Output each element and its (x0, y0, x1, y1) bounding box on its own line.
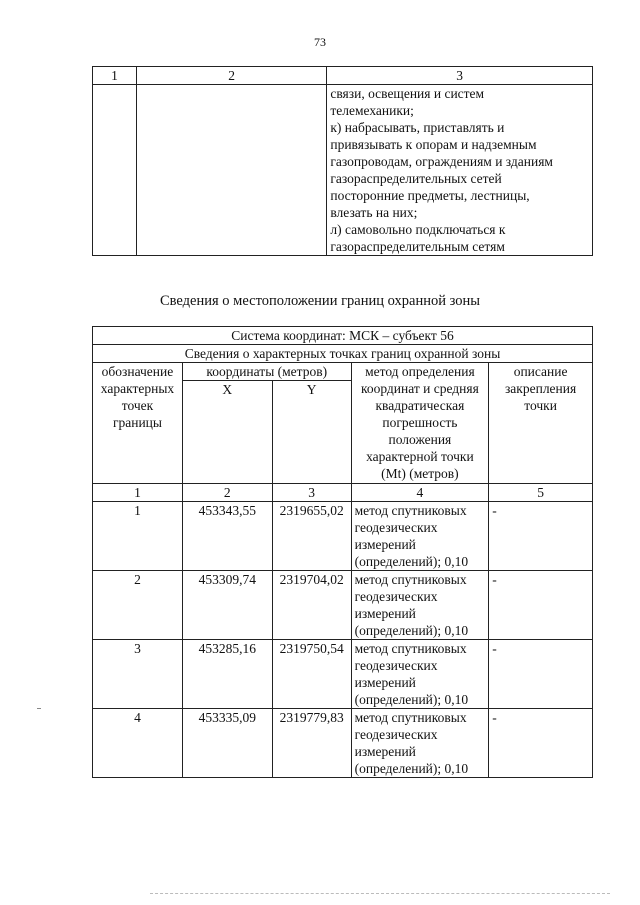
text-line: привязывать к опорам и надземным (330, 137, 537, 152)
method-cell: метод спутниковых геодезических измерений (определений); 0,10 (351, 571, 489, 640)
point-header: обозначение характерных точек границы (93, 363, 183, 484)
continuation-body-row (93, 85, 593, 256)
header-cell-1: 1 (93, 67, 137, 85)
text-line: связи, освещения и систем (330, 86, 485, 101)
coordinates-table (92, 326, 593, 778)
x-coordinate: 453343,55 (182, 502, 272, 571)
column-number: 4 (351, 484, 489, 502)
x-coordinate: 453335,09 (182, 709, 272, 778)
text-line: газораспределительным сетям (330, 239, 505, 254)
table-subtitle-row (93, 345, 593, 363)
coordinate-system-row (93, 327, 593, 345)
method-header: метод определения координат и средняя квадратическая погрешность положения характерной точки (Mt) (метров) (351, 363, 489, 484)
continuation-header-row (93, 67, 593, 85)
y-coordinate: 2319655,02 (272, 502, 351, 571)
text-line: л) самовольно подключаться к (330, 222, 506, 237)
point-number: 2 (93, 571, 183, 640)
column-numbers-row (93, 484, 593, 502)
table-row (93, 502, 593, 571)
table-row (93, 709, 593, 778)
method-cell: метод спутниковых геодезических измерений (определений); 0,10 (351, 709, 489, 778)
page-number: 73 (314, 35, 326, 49)
text-line: газопроводам, ограждениям и зданиям (330, 154, 553, 169)
text-line: к) набрасывать, приставлять и (330, 120, 505, 135)
continuation-table (92, 66, 593, 256)
table-row (93, 571, 593, 640)
section-title: Сведения о местоположении границ охранной зоны (159, 293, 480, 309)
column-number: 1 (93, 484, 183, 502)
description-cell: - (489, 571, 593, 640)
y-coordinate: 2319704,02 (272, 571, 351, 640)
scan-artifact (37, 708, 41, 709)
scan-bottom-edge (150, 893, 610, 894)
empty-cell-1 (93, 85, 137, 256)
x-header: X (182, 381, 272, 484)
method-cell: метод спутниковых геодезических измерений (определений); 0,10 (351, 502, 489, 571)
description-header: описание закрепления точки (489, 363, 593, 484)
table-subtitle-cell: Сведения о характерных точках границ охранной зоны (93, 345, 593, 363)
description-cell: - (489, 640, 593, 709)
y-coordinate: 2319750,54 (272, 640, 351, 709)
table-row (93, 640, 593, 709)
method-cell: метод спутниковых геодезических измерений (определений); 0,10 (351, 640, 489, 709)
text-line: газораспределительных сетей (330, 171, 502, 186)
column-number: 2 (182, 484, 272, 502)
point-number: 4 (93, 709, 183, 778)
text-line: телемеханики; (330, 103, 414, 118)
restrictions-text-cell (327, 85, 593, 256)
coordinate-system-cell: Система координат: МСК – субъект 56 (93, 327, 593, 345)
description-cell: - (489, 502, 593, 571)
text-line: посторонние предметы, лестницы, (330, 188, 530, 203)
header-cell-3: 3 (327, 67, 593, 85)
description-cell: - (489, 709, 593, 778)
coordinates-header: координаты (метров) (182, 363, 351, 381)
y-header: Y (272, 381, 351, 484)
header-row (93, 363, 593, 381)
empty-cell-2 (136, 85, 326, 256)
point-number: 1 (93, 502, 183, 571)
column-number: 5 (489, 484, 593, 502)
x-coordinate: 453285,16 (182, 640, 272, 709)
y-coordinate: 2319779,83 (272, 709, 351, 778)
point-number: 3 (93, 640, 183, 709)
text-line: влезать на них; (330, 205, 418, 220)
x-coordinate: 453309,74 (182, 571, 272, 640)
column-number: 3 (272, 484, 351, 502)
header-cell-2: 2 (136, 67, 326, 85)
